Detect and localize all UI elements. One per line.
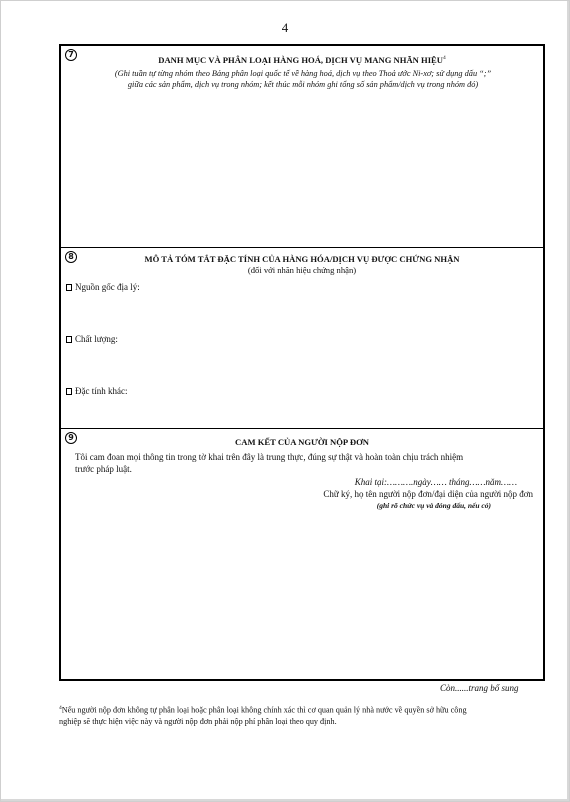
other-characteristics-checkbox-row[interactable] xyxy=(66,386,127,396)
commitment-line-2: trước pháp luật. xyxy=(75,464,132,474)
checkbox-icon[interactable] xyxy=(66,284,72,291)
signature-note: (ghi rõ chức vụ và đóng dấu, nếu có) xyxy=(376,501,491,510)
commitment-line-1: Tôi cam đoan mọi thông tin trong tờ khai trên đây là trung thực, đúng sự thật và hoàn toàn chịu trách nhiệm xyxy=(75,452,464,462)
origin-label: Nguồn gốc địa lý: xyxy=(75,282,140,292)
section-8-subtitle: (đối với nhãn hiệu chứng nhận) xyxy=(247,265,357,275)
section-7-title-text: DANH MỤC VÀ PHÂN LOẠI HÀNG HOÁ, DỊCH VỤ MANG NHÃN HIỆU xyxy=(158,55,443,65)
section-8-title: MÔ TẢ TÓM TẮT ĐẶC TÍNH CỦA HÀNG HÓA/DỊCH VỤ ĐƯỢC CHỨNG NHẬN xyxy=(144,254,460,264)
signature-line: Chữ ký, họ tên người nộp đơn/đại diện của người nộp đơn xyxy=(323,489,533,499)
section-applicant-commitment xyxy=(61,429,543,679)
section-7-title xyxy=(61,55,543,65)
section-9-title: CAM KẾT CỦA NGƯỜI NỘP ĐƠN xyxy=(235,437,369,447)
quality-label: Chất lượng: xyxy=(75,334,118,344)
section-certified-characteristics xyxy=(61,248,543,429)
footnote-ref-4: 4 xyxy=(442,55,446,62)
footnote-mark: 4 xyxy=(59,705,62,711)
section-number-8: 8 xyxy=(65,251,77,263)
declaration-form xyxy=(59,44,545,681)
footnote-text-1: Nếu người nộp đơn không tự phân loại hoặc phân loại không chính xác thì cơ quan quản lý nhà nước về quyền sở hữu công xyxy=(61,705,467,715)
checkbox-icon[interactable] xyxy=(66,336,72,343)
section-number-7: 7 xyxy=(65,49,77,61)
section-7-note-line-2: giữa các sản phẩm, dịch vụ trong nhóm; kết thúc mỗi nhóm ghi tổng số sản phẩm/dịch vụ trong nhóm đó) xyxy=(127,80,479,89)
footnote-line-1 xyxy=(59,703,545,716)
footnote xyxy=(59,703,545,727)
origin-checkbox-row[interactable] xyxy=(66,282,140,292)
section-goods-services-list xyxy=(61,46,543,248)
other-characteristics-label: Đặc tính khác: xyxy=(75,386,128,396)
footnote-line-2: nghiệp sẽ thực hiện việc này và người nộp đơn phải nộp phí phân loại theo quy định. xyxy=(59,716,337,726)
checkbox-icon[interactable] xyxy=(66,388,72,395)
place-date-line: Khai tại:……….ngày…… tháng……năm…… xyxy=(354,477,517,487)
page-number: 4 xyxy=(281,20,289,35)
continuation-pages-note: Còn......trang bổ sung xyxy=(440,683,519,693)
section-7-note-line-1: (Ghi tuần tự từng nhóm theo Bảng phân loại quốc tế về hàng hoá, dịch vụ theo Thoả ước Ni-xơ; sử dụng dấu “;” xyxy=(114,69,492,78)
quality-checkbox-row[interactable] xyxy=(66,334,118,344)
section-number-9: 9 xyxy=(65,432,77,444)
